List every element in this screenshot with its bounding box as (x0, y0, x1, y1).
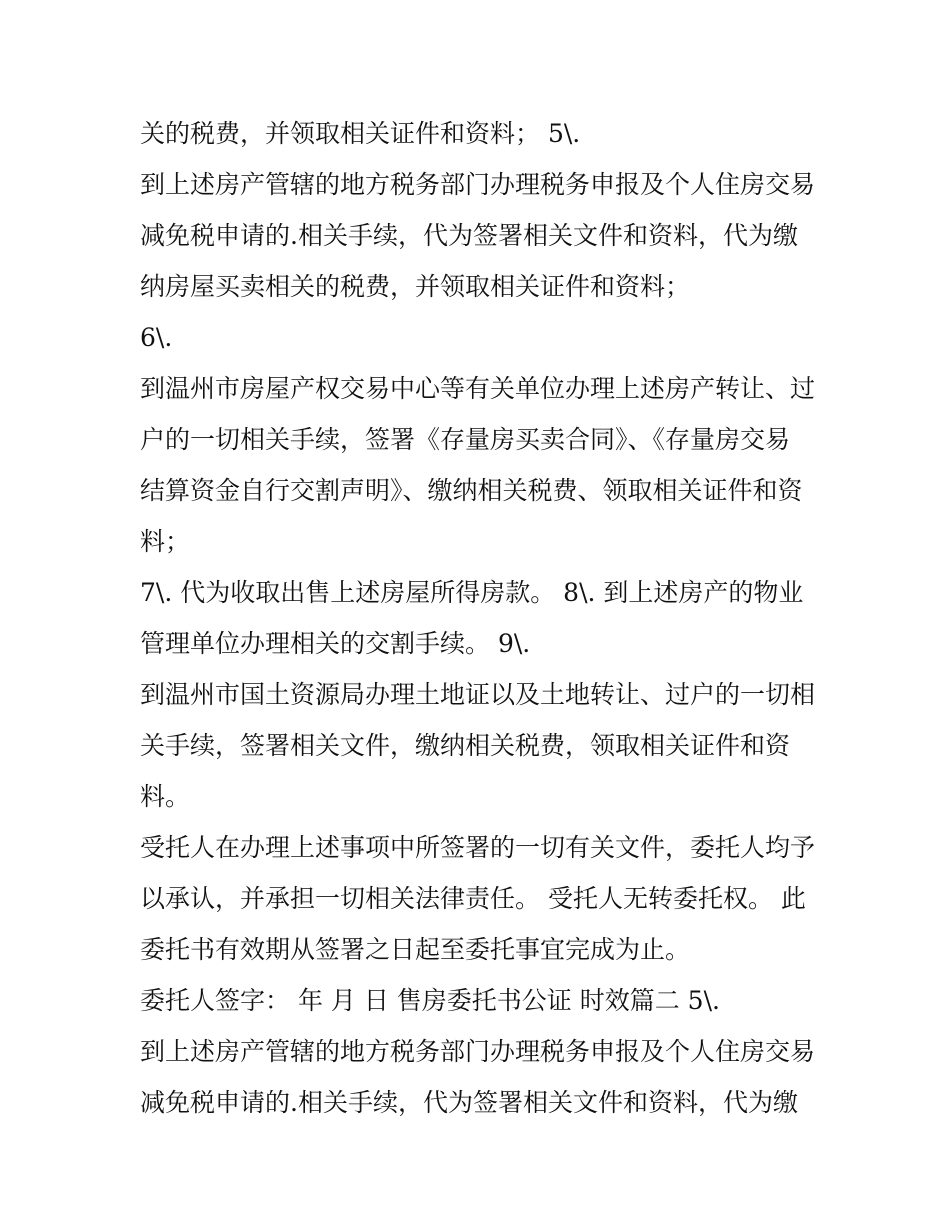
text-line: 结算资金自行交割声明》、缴纳相关税费、领取相关证件和资 (140, 476, 803, 505)
text-line: 7\. 代为收取出售上述房屋所得房款。 8\. 到上述房产的物业 (140, 578, 804, 607)
text-line: 到温州市房屋产权交易中心等有关单位办理上述房产转让、过 (140, 374, 816, 403)
text-line: 减免税申请的.相关手续，代为签署相关文件和资料，代为缴 (140, 221, 798, 250)
text-line: 料； (140, 527, 191, 556)
text-line: 到上述房产管辖的地方税务部门办理税务申报及个人住房交易 (140, 170, 816, 199)
text-line: 受托人在办理上述事项中所签署的一切有关文件，委托人均予 (140, 833, 816, 862)
text-line: 到上述房产管辖的地方税务部门办理税务申报及个人住房交易 (140, 1037, 816, 1066)
text-line: 委托书有效期从签署之日起至委托事宜完成为止。 (140, 935, 691, 964)
text-line: 以承认，并承担一切相关法律责任。 受托人无转委托权。 此 (140, 884, 806, 913)
document-body (140, 108, 820, 1128)
text-line: 料。 (140, 782, 191, 811)
text-line: 关的税费，并领取相关证件和资料； 5\. (140, 119, 581, 148)
text-line: 委托人签字： 年 月 日 售房委托书公证 时效篇二 5\. (140, 986, 720, 1015)
text-line: 关手续，签署相关文件，缴纳相关税费，领取相关证件和资 (140, 731, 791, 760)
text-line: 纳房屋买卖相关的税费，并领取相关证件和资料； (140, 272, 691, 301)
text-line: 6\. (140, 323, 173, 352)
text-line: 户的一切相关手续，签署《存量房买卖合同》、《存量房交易 (140, 425, 791, 454)
text-line: 管理单位办理相关的交割手续。 9\. (140, 629, 531, 658)
text-line: 减免税申请的.相关手续，代为签署相关文件和资料，代为缴 (140, 1088, 798, 1117)
text-line: 到温州市国土资源局办理土地证以及土地转让、过户的一切相 (140, 680, 816, 709)
